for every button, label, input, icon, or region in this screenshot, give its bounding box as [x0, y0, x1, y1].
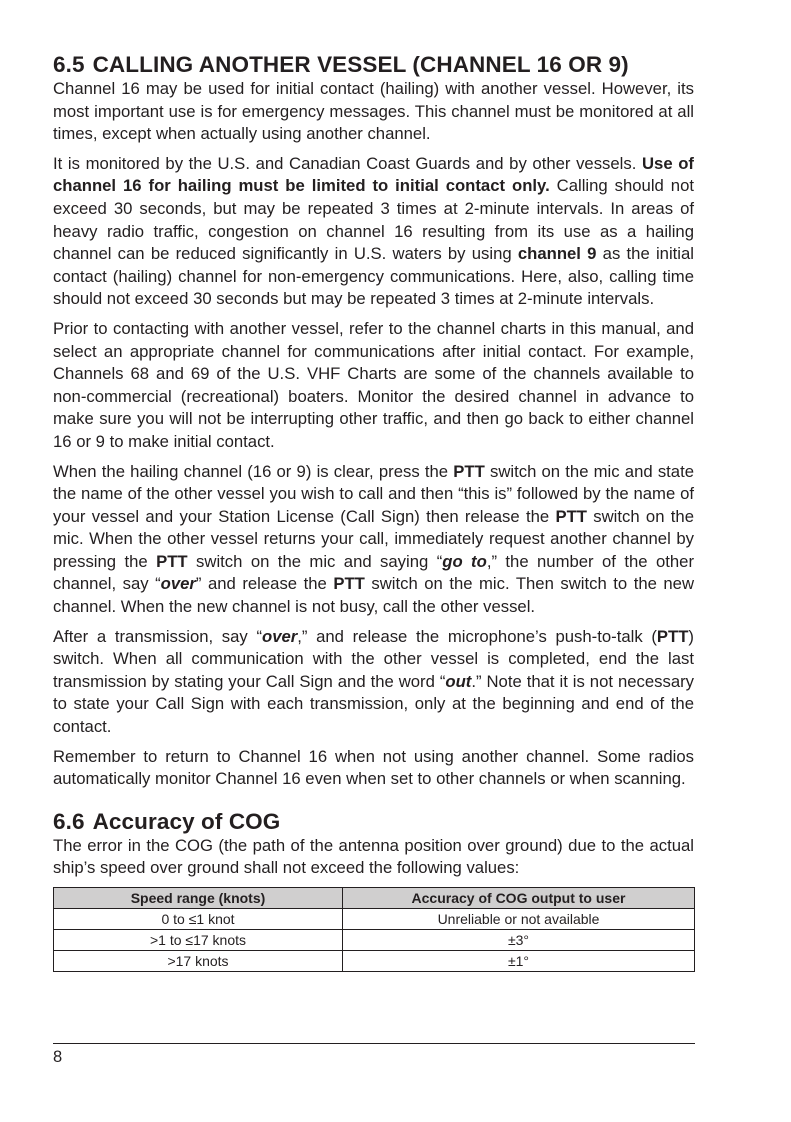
table-row: [54, 909, 695, 930]
section-heading-6-5: [53, 52, 694, 78]
cell-speed: 0 to ≤1 knot: [54, 909, 343, 930]
footer-divider: [53, 1043, 695, 1044]
paragraph-cog-error: The error in the COG (the path of the antenna position over ground) due to the actual ship’s speed over ground shall not exceed the following values:: [53, 835, 694, 878]
table-row: [54, 951, 695, 972]
cell-speed: >1 to ≤17 knots: [54, 930, 343, 951]
cog-accuracy-table: [53, 887, 695, 972]
header-cog-accuracy: Accuracy of COG output to user: [343, 888, 695, 909]
section-heading-6-6: [53, 809, 694, 835]
page-number: 8: [53, 1048, 63, 1066]
cell-speed: >17 knots: [54, 951, 343, 972]
header-speed-range: Speed range (knots): [54, 888, 343, 909]
paragraph-monitoring: It is monitored by the U.S. and Canadian Coast Guards and by other vessels. Use of channel 16 for hailing must be limited to initial contact only. Calling should not exceed 30 seconds, but may be repeated 3 times at 2-minute intervals. In areas of heavy radio traffic, congestion on channel 16 resulting from its use as a hailing channel can be reduced significantly in U.S. waters by using channel 9 as the initial contact (hailing) channel for non-emergency communications. Here, also, calling time should not exceed 30 seconds but may be repeated 3 times at 2-minute intervals.: [53, 153, 694, 309]
table-row: [54, 930, 695, 951]
table-header-row: [54, 888, 695, 909]
section-number: 6.5: [53, 52, 85, 77]
paragraph-return-channel-16: Remember to return to Channel 16 when not using another channel. Some radios automatically monitor Channel 16 even when set to other channels or when scanning.: [53, 746, 694, 789]
section-title: Accuracy of COG: [92, 808, 281, 834]
section-number: 6.6: [53, 808, 85, 834]
paragraph-prior-contact: Prior to contacting with another vessel, refer to the channel charts in this manual, and select an appropriate channel for communications after initial contact. For example, Channels 68 and 69 of the U.S. VHF Charts are some of the channels available to non-commercial (recreational) boaters. Monitor the desired channel in advance to make sure you will not be interrupting other traffic, and then go back to either channel 16 or 9 to make initial contact.: [53, 318, 694, 451]
paragraph-hailing-procedure: When the hailing channel (16 or 9) is clear, press the PTT switch on the mic and state the name of the other vessel you wish to call and then “this is” followed by the name of your vessel and your Station License (Call Sign) then release the PTT switch on the mic. When the other vessel returns your call, immediately request another channel by pressing the PTT switch on the mic and saying “go to,” the number of the other channel, say “over” and release the PTT switch on the mic. Then switch to the new channel. When the new channel is not busy, call the other vessel.: [53, 461, 695, 617]
cell-accuracy: ±3°: [343, 930, 695, 951]
page-content: [53, 52, 694, 972]
cell-accuracy: Unreliable or not available: [343, 909, 695, 930]
cell-accuracy: ±1°: [343, 951, 695, 972]
paragraph-after-transmission: After a transmission, say “over,” and release the microphone’s push-to-talk (PTT) switch. When all communication with the other vessel is completed, end the last transmission by stating your Call Sign and the word “out.” Note that it is not necessary to state your Call Sign with each transmission, only at the beginning and end of the contact.: [53, 626, 694, 737]
paragraph-channel-16-intro: Channel 16 may be used for initial contact (hailing) with another vessel. However, its most important use is for emergency messages. This channel must be monitored at all times, except when actually using another channel.: [53, 79, 694, 144]
section-title: CALLING ANOTHER VESSEL (CHANNEL 16 OR 9): [92, 52, 629, 77]
